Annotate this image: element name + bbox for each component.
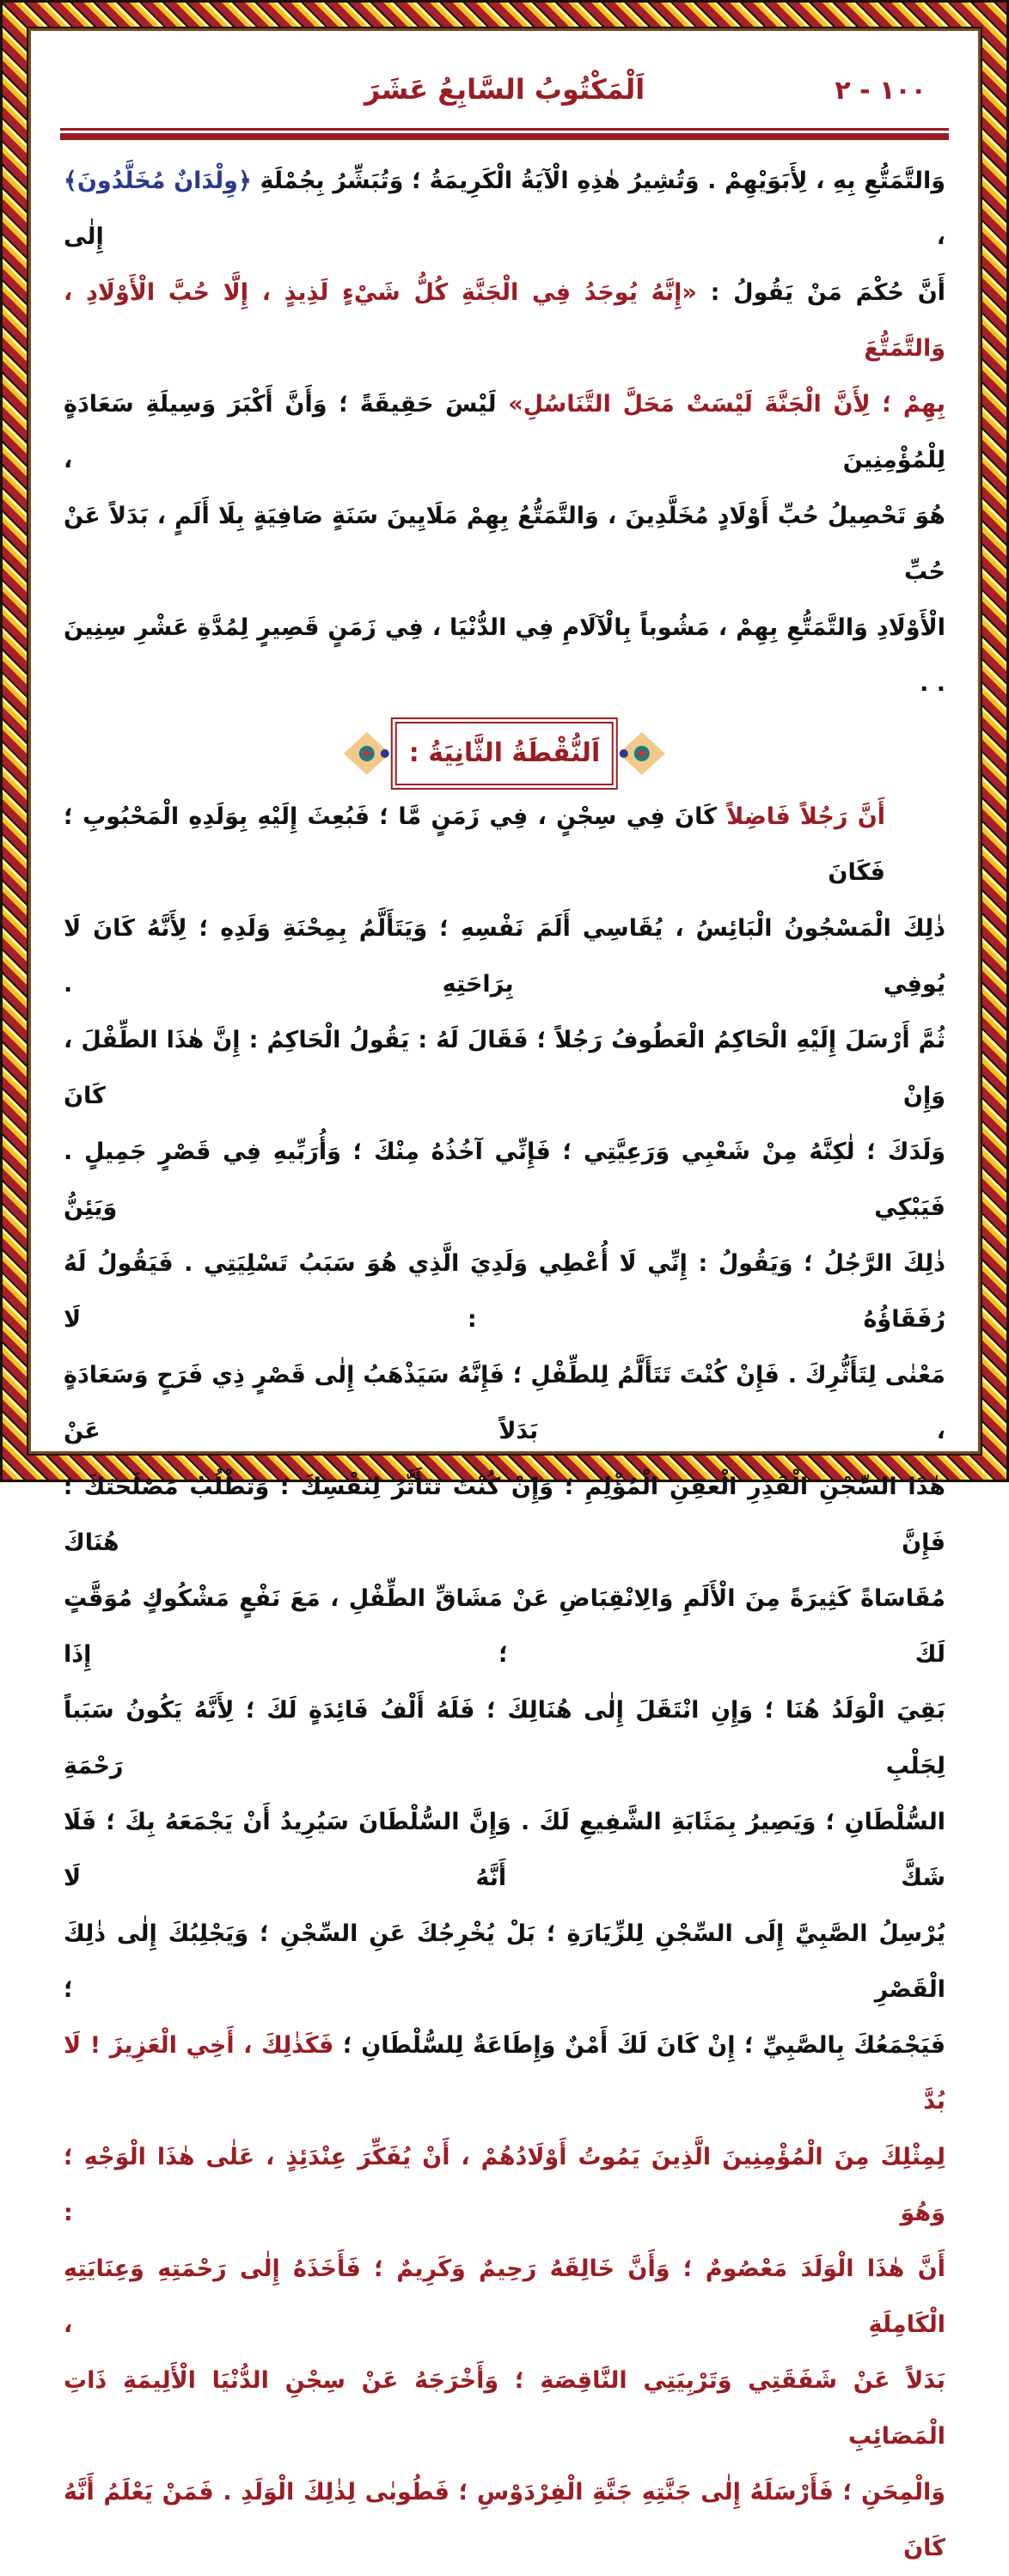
text-line xyxy=(64,2464,945,2576)
page-title: اَلْمَكْتُوبُ السَّابِعُ عَشَرَ xyxy=(364,73,645,106)
text-line xyxy=(64,1124,945,1236)
text-line xyxy=(64,1236,945,1347)
text-segment: أَنَّ حُكْمَ مَنْ يَقُولُ : xyxy=(696,279,945,306)
text-line xyxy=(64,2017,945,2129)
highlight-segment: وَالْمِحَنِ ؛ فَأَرْسَلَهُ إِلٰى جَنَّتِهِ جَنَّةِ الْفِرْدَوْسِ ؛ فَطُوبٰى لِذٰلِكَ الْوَلَدِ . فَمَنْ يَعْلَمُ أَنَّهُ كَانَ xyxy=(64,2479,945,2561)
highlight-segment: بِهِمْ ؛ لِأَنَّ الْجَنَّةَ لَيْسَتْ مَحَلَّ التَّنَاسُلِ» xyxy=(508,391,945,418)
highlight-segment: «إِنَّهُ يُوجَدُ فِي الْجَنَّةِ كُلُّ شَيْءٍ لَذِيذٍ ، إِلَّا حُبَّ الْأَوْلَادِ ، وَالتَّمَتُّعَ xyxy=(64,279,945,362)
highlight-segment: لِمِثْلِكَ مِنَ الْمُؤْمِنِينَ الَّذِينَ يَمُوتُ أَوْلَادُهُمْ ، أَنْ يُفَكِّرَ عِنْدَئِذٍ ، عَلٰى هٰذَا الْوَجْهِ ؛ وَهُوَ : xyxy=(64,2144,945,2226)
highlight-segment: فَكَذٰلِكَ ، أَخِي الْعَزِيزَ ! لَا بُدَّ xyxy=(64,2032,945,2115)
text-line xyxy=(64,265,945,376)
text-segment: الْأَوْلَادِ وَالتَّمَتُّعِ بِهِمْ ، مَشُوباً بِالْآلَامِ فِي الدُّنْيَا ، فِي زَمَنٍ قَصِيرٍ لِمُدَّةِ عَشْرِ سِنِينَ . . xyxy=(64,614,945,697)
text-segment: مَعْنٰى لِتَأَثُّرِكَ . فَإِنْ كُنْتَ تَتَأَلَّمُ لِلطِّفْلِ ؛ فَإِنَّهُ سَيَذْهَبُ إِلٰى قَصْرٍ ذِي فَرَحٍ وَسَعَادَةٍ ، بَدَلاً عَنْ xyxy=(64,1362,945,1444)
section-2 xyxy=(64,789,945,2576)
highlight-segment: بَدَلاً عَنْ شَفَقَتِي وَتَرْبِيَتِي النَّاقِصَةِ ؛ وَأَخْرَجَهُ عَنْ سِجْنِ الدُّنْيَا الْأَلِيمَةِ ذَاتِ الْمَصَائِبِ xyxy=(64,2367,945,2450)
text-line xyxy=(64,1794,945,1906)
verse-segment: ﴿وِلْدَانٌ مُخَلَّدُونَ﴾ xyxy=(64,168,252,194)
text-segment: هٰذَا السِّجْنِ الْقَذِرِ الْعَفِنِ الْمُؤْلِمِ ؛ وَإِنْ كُنْتَ تَتَأَثَّرُ لِنَفْسِكَ ؛ وَتَطْلُبُ مَصْلَحَتَكَ ؛ فَإِنَّ هُنَاكَ xyxy=(64,1474,945,1556)
text-line xyxy=(64,1682,945,1794)
page xyxy=(31,31,978,2561)
text-line xyxy=(64,488,945,600)
text-segment: هُوَ تَحْصِيلُ حُبِّ أَوْلَادٍ مُخَلَّدِينَ ، وَالتَّمَتُّعُ بِهِمْ مَلَايِينَ سَنَةٍ صَافِيَةٍ بِلَا أَلَمٍ ، بَدَلاً عَنْ حُبِّ xyxy=(64,503,945,585)
highlight-segment: أَنَّ هٰذَا الْوَلَدَ مَعْصُومٌ ؛ وَأَنَّ خَالِقَهُ رَحِيمٌ وَكَرِيمٌ ؛ فَأَخَذَهُ إِلٰى رَحْمَتِهِ وَعِنَايَتِهِ الْكَامِلَةِ ، xyxy=(64,2256,945,2338)
text-segment: يُرْسِلُ الصَّبِيَّ إِلَى السِّجْنِ لِلزِّيَارَةِ ؛ بَلْ يُخْرِجُكَ عَنِ السِّجْنِ ؛ وَيَجْلِبُكَ إِلٰى ذٰلِكَ الْقَصْرِ ؛ xyxy=(64,1920,945,2003)
text-segment: ذٰلِكَ الْمَسْجُونُ الْبَائِسُ ، يُقَاسِي أَلَمَ نَفْسِهِ ؛ وَيَتَأَلَّمُ بِمِحْنَةِ وَلَدِهِ ؛ لِأَنَّهُ كَانَ لَا يُوفِي بِرَاحَتِهِ . xyxy=(64,915,945,998)
ornament-left-icon xyxy=(344,730,390,777)
text-line xyxy=(64,900,945,1012)
ornament-right-icon xyxy=(619,730,665,777)
section-1 xyxy=(64,153,945,711)
text-line xyxy=(64,2353,945,2464)
text-line xyxy=(64,1571,945,1682)
text-segment: ذٰلِكَ الرَّجُلُ ؛ وَيَقُولُ : إِنِّي لَا أُعْطِي وَلَدِيَ الَّذِي هُوَ سَبَبُ تَسْلِيَتِي . فَيَقُولُ لَهُ رُفَقَاؤُهُ : لَا xyxy=(64,1250,945,1333)
section-heading-cartouche xyxy=(344,722,665,785)
page-header xyxy=(31,31,978,125)
document-body xyxy=(64,153,945,2576)
text-segment: السُّلْطَانِ ؛ وَيَصِيرُ بِمَثَابَةِ الشَّفِيعِ لَكَ . وَإِنَّ السُّلْطَانَ سَيُرِيدُ أَنْ يَجْمَعَهُ بِكَ ؛ فَلَا شَكَّ أَنَّهُ لَا xyxy=(64,1809,945,1891)
text-line xyxy=(64,1459,945,1571)
text-line xyxy=(64,600,945,711)
text-line xyxy=(64,1012,945,1124)
text-segment: بَقِيَ الْوَلَدُ هُنَا ؛ وَإِنِ انْتَقَلَ إِلٰى هُنَالِكَ ؛ فَلَهُ أَلْفُ فَائِدَةٍ لَكَ ؛ لِأَنَّهُ يَكُونُ سَبَباً لِجَلْبِ رَحْمَةِ xyxy=(64,1697,945,1779)
text-line xyxy=(64,2129,945,2241)
section-heading: اَلنُّقْطَةُ الثَّانِيَةُ : xyxy=(395,722,614,785)
page-number: ١٠٠ - ٢ xyxy=(835,76,926,106)
text-segment: مُقَاسَاةً كَثِيرَةً مِنَ الْأَلَمِ وَالِانْقِبَاضِ عَنْ مَشَاقِّ الطِّفْلِ ، مَعَ نَفْعٍ مَشْكُوكٍ مُوَقَّتٍ لَكَ ؛ إِذَا xyxy=(64,1585,945,1668)
text-segment: كَانَ فِي سِجْنٍ ، فِي زَمَنٍ مَّا ؛ فَبُعِثَ إِلَيْهِ بِوَلَدِهِ الْمَحْبُوبِ ؛ فَكَانَ xyxy=(64,803,885,886)
text-segment: وَالتَّمَتُّعِ بِهِ ، لِأَبَوَيْهِمْ . وَتُشِيرُ هٰذِهِ الْآيَةُ الْكَرِيمَةُ ؛ وَتُبَشِّرُ بِجُمْلَةِ xyxy=(251,168,945,194)
text-line xyxy=(64,789,945,900)
text-line xyxy=(64,1347,945,1459)
text-segment: فَيَجْمَعُكَ بِالصَّبِيِّ ؛ إِنْ كَانَ لَكَ أَمْنٌ وَإِطَاعَةٌ لِلسُّلْطَانِ ؛ xyxy=(333,2032,946,2059)
text-segment: وَلَدَكَ ؛ لٰكِنَّهُ مِنْ شَعْبِي وَرَعِيَّتِي ؛ فَإِنِّي آخُذُهُ مِنْكَ ؛ وَأُرَبِّيهِ فِي قَصْرٍ جَمِيلٍ . فَيَبْكِي وَيَئِنُّ xyxy=(64,1138,945,1221)
header-rule xyxy=(60,128,949,143)
text-line xyxy=(64,376,945,488)
text-line xyxy=(64,153,945,265)
text-segment: ، إِلٰى xyxy=(64,223,945,250)
highlight-segment: أَنَّ رَجُلاً فَاضِلاً xyxy=(726,803,885,830)
text-line xyxy=(64,2241,945,2353)
text-segment: ثُمَّ أَرْسَلَ إِلَيْهِ الْحَاكِمُ الْعَطُوفُ رَجُلاً ؛ فَقَالَ لَهُ : يَقُولُ الْحَاكِمُ : إِنَّ هٰذَا الطِّفْلَ ، وَإِنْ كَانَ xyxy=(64,1027,945,1109)
section-heading-row xyxy=(64,711,945,789)
text-line xyxy=(64,1906,945,2017)
text-segment: لَيْسَ حَقِيقَةً ؛ وَأَنَّ أَكْبَرَ وَسِيلَةِ سَعَادَةٍ لِلْمُؤْمِنِينَ ، xyxy=(64,391,945,473)
